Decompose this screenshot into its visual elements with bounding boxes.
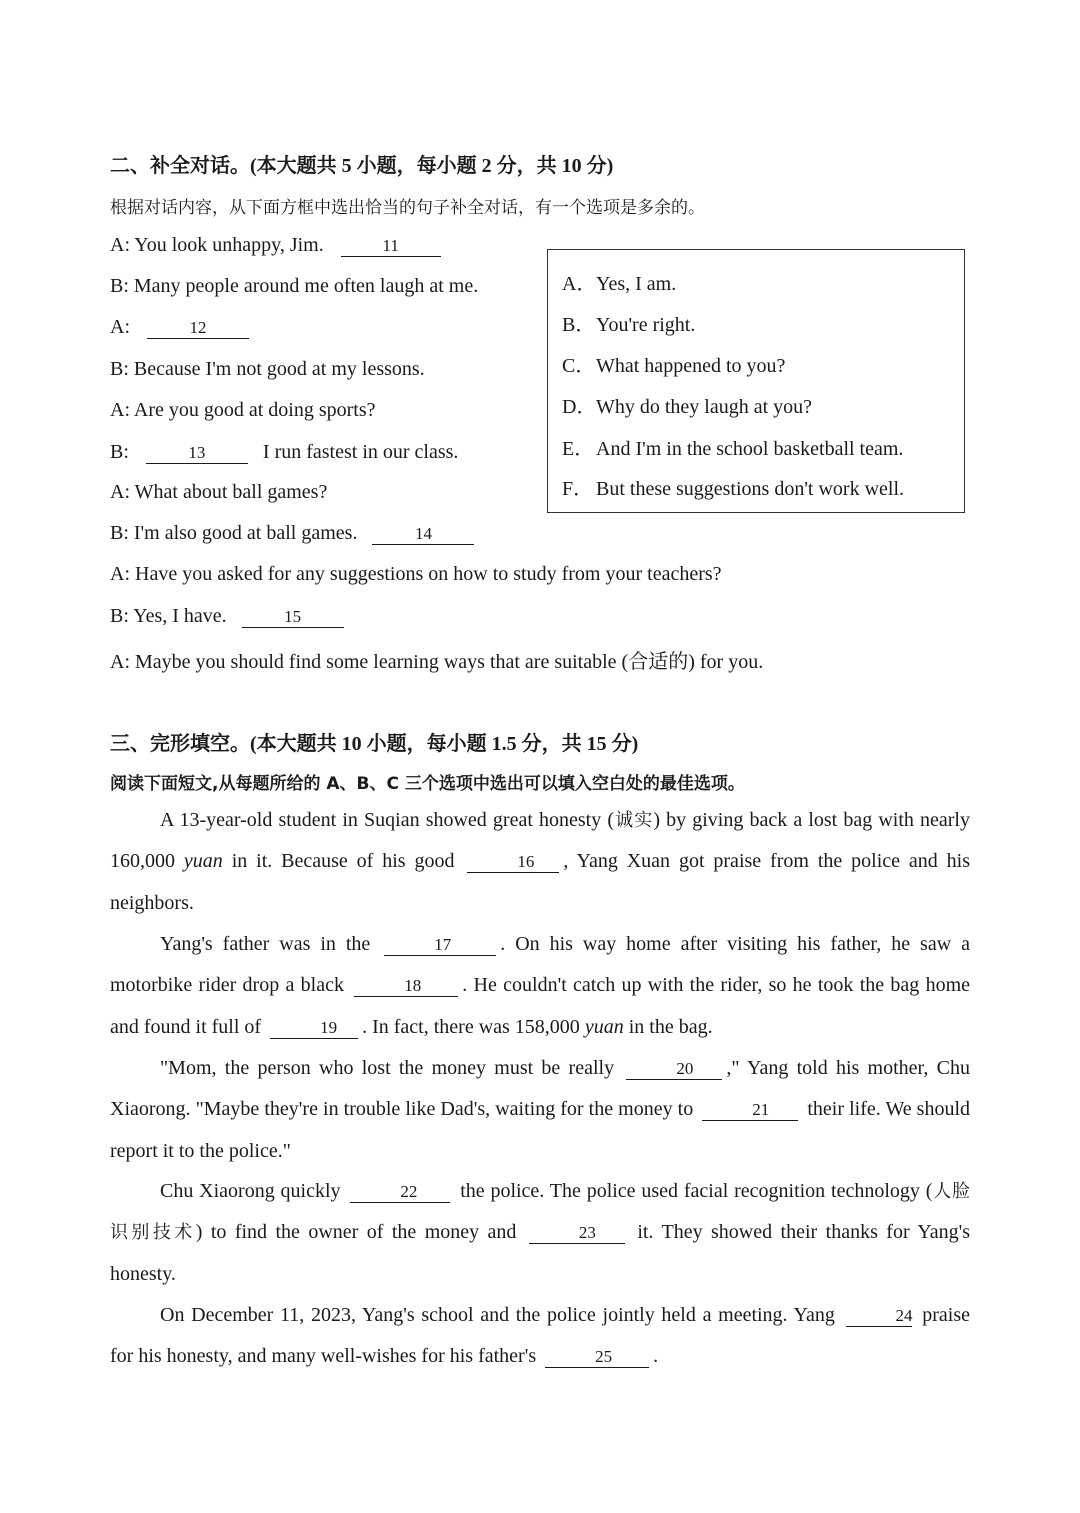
blank-19[interactable]: 19 xyxy=(270,1019,358,1039)
blank-14[interactable]: 14 xyxy=(372,525,474,545)
section-2-heading: 二、补全对话。(本大题共 5 小题，每小题 2 分，共 10 分) xyxy=(110,155,614,177)
section-3-instruction: 阅读下面短文,从每题所给的 A、B、C 三个选项中选出可以填入空白处的最佳选项。 xyxy=(110,774,745,794)
blank-17[interactable]: 17 xyxy=(384,936,496,956)
passage-paragraph-3: "Mom, the person who lost the money must be really 20 ," Yang told his mother, Chu Xiaorong. "Maybe they're in trouble like Dad's, waiting for the money to 21 their life. We should report it to the police." xyxy=(110,1057,971,1162)
option-f: F． But these suggestions don't work well. xyxy=(562,478,905,500)
dialogue-line-3: A: 12 xyxy=(110,316,253,339)
dialogue-line-5: A: Are you good at doing sports? xyxy=(110,399,376,421)
blank-24[interactable]: 24 xyxy=(846,1307,912,1327)
dialogue-line-9: A: Have you asked for any suggestions on how to study from your teachers? xyxy=(110,563,722,585)
blank-16[interactable]: 16 xyxy=(467,853,559,873)
passage-paragraph-2: Yang's father was in the 17 . On his way home after visiting his father, he saw a motorbike rider drop a black 18 . He couldn't catch up with the rider, so he took the bag home and found it full of 19 . In fact, there was 158,000 yuan in the bag. xyxy=(110,933,971,1038)
dialogue-line-10: B: Yes, I have. 15 xyxy=(110,605,348,628)
blank-18[interactable]: 18 xyxy=(354,977,458,997)
option-b: B．You're right. xyxy=(562,314,696,336)
section-2-instruction: 根据对话内容，从下面方框中选出恰当的句子补全对话，有一个选项是多余的。 xyxy=(110,198,705,218)
dialogue-line-7: A: What about ball games? xyxy=(110,481,328,503)
blank-11[interactable]: 11 xyxy=(341,237,441,257)
dialogue-line-11: A: Maybe you should find some learning ways that are suitable (合适的) for you. xyxy=(110,651,764,673)
blank-25[interactable]: 25 xyxy=(545,1348,649,1368)
blank-20[interactable]: 20 xyxy=(626,1060,722,1080)
options-box xyxy=(547,249,965,513)
passage-paragraph-5: On December 11, 2023, Yang's school and the police jointly held a meeting. Yang 24 praise for his honesty, and many well-wishes for his father's 25 . xyxy=(110,1304,971,1368)
option-a: A．Yes, I am. xyxy=(562,273,677,295)
dialogue-line-1: A: You look unhappy, Jim. 11 xyxy=(110,234,445,257)
blank-13[interactable]: 13 xyxy=(146,444,248,464)
dialogue-line-6: B: 13 I run fastest in our class. xyxy=(110,441,459,463)
option-d: D．Why do they laugh at you? xyxy=(562,396,813,418)
dialogue-line-2: B: Many people around me often laugh at me. xyxy=(110,275,479,297)
blank-15[interactable]: 15 xyxy=(242,608,344,628)
dialogue-line-4: B: Because I'm not good at my lessons. xyxy=(110,358,425,380)
option-e: E．And I'm in the school basketball team. xyxy=(562,438,904,460)
dialogue-line-8: B: I'm also good at ball games. 14 xyxy=(110,522,478,545)
passage-paragraph-1: A 13-year-old student in Suqian showed great honesty (诚实) by giving back a lost bag with nearly 160,000 yuan in it. Because of his good 16 , Yang Xuan got praise from the police and his neighbors. xyxy=(110,809,971,914)
section-3-heading: 三、完形填空。(本大题共 10 小题，每小题 1.5 分，共 15 分) xyxy=(110,733,639,755)
option-c: C．What happened to you? xyxy=(562,355,786,377)
blank-23[interactable]: 23 xyxy=(529,1224,625,1244)
blank-22[interactable]: 22 xyxy=(350,1183,450,1203)
blank-12[interactable]: 12 xyxy=(147,319,249,339)
passage-paragraph-4: Chu Xiaorong quickly 22 the police. The police used facial recognition technology (人脸识别技术) to find the owner of the money and 23 it. They showed their thanks for Yang's honesty. xyxy=(110,1180,971,1285)
blank-21[interactable]: 21 xyxy=(702,1101,798,1121)
